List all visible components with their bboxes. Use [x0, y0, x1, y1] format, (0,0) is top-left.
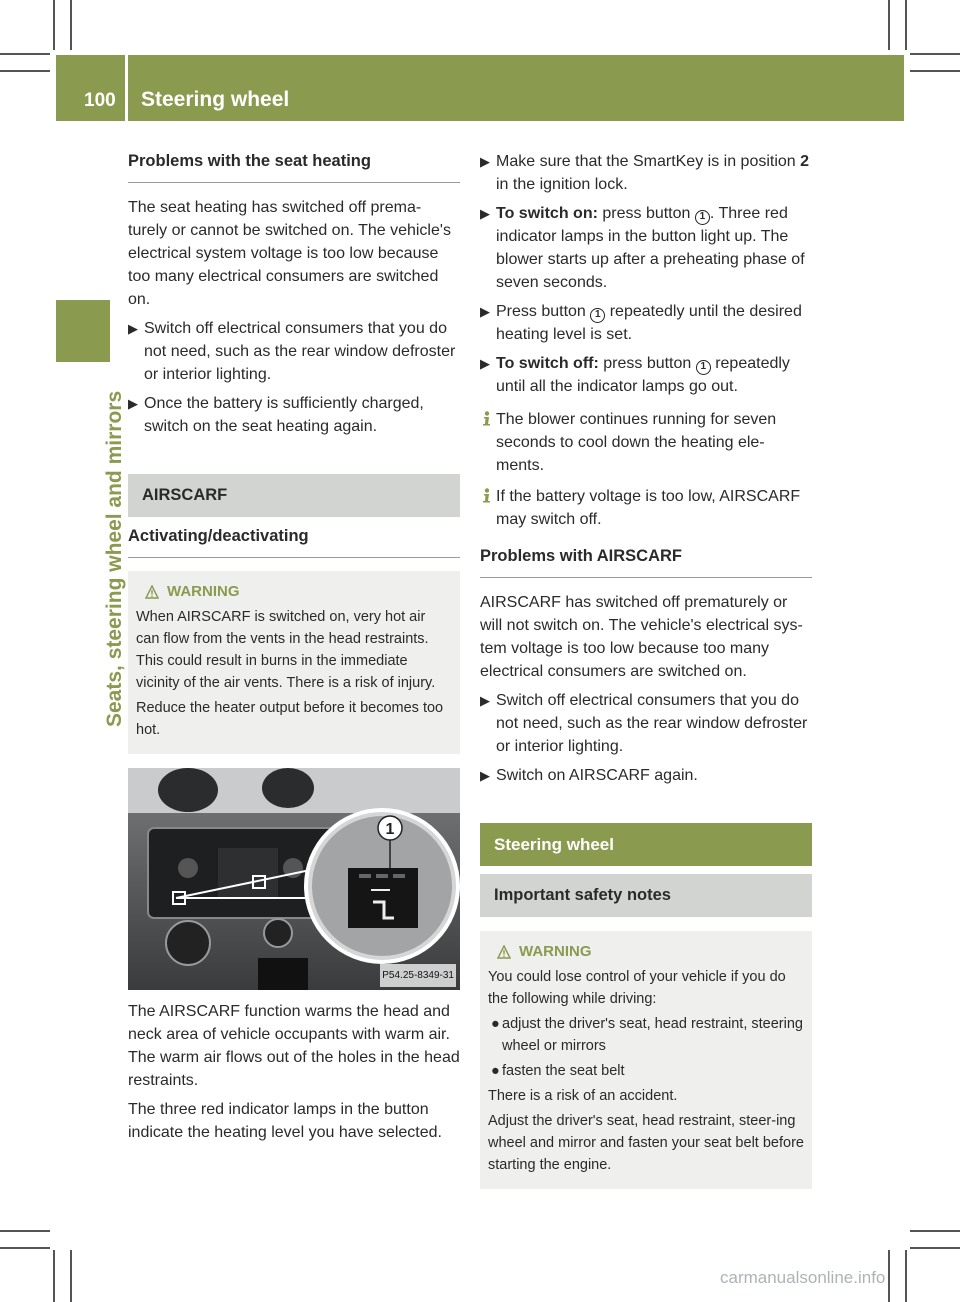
- step-item: [480, 689, 812, 758]
- step-lead: To switch off:: [496, 355, 599, 372]
- warning-header: [488, 941, 804, 963]
- step-lead: To switch on:: [496, 205, 598, 222]
- watermark: carmanualsonline.info: [720, 1268, 886, 1287]
- warning-bullet: [488, 1060, 804, 1082]
- airscarf-section-header: AIRSCARF: [128, 474, 460, 517]
- step-item: [480, 764, 812, 787]
- info-icon: [480, 411, 493, 426]
- crop-mark: [905, 1250, 907, 1302]
- problems-seat-body: The seat heating has switched off prema-turely or cannot be switched on. The vehicle's electrical system voltage is too low because too many electrical consumers are switched on.: [128, 199, 451, 308]
- crop-mark: [53, 0, 55, 50]
- safety-notes-header: Important safety notes: [480, 874, 812, 917]
- header-title: Steering wheel: [141, 88, 290, 111]
- step-arrow-icon: ▶: [480, 206, 490, 221]
- info-icon: [480, 488, 493, 503]
- crop-mark: [910, 1230, 960, 1232]
- step-text: Make sure that the SmartKey is in position: [496, 153, 801, 170]
- step-text: press button: [597, 205, 695, 222]
- step-text: . Three red indicator lamps in the button light up. The blower starts up after a preheating phase of seven seconds.: [496, 205, 805, 291]
- bullet-text: fasten the seat belt: [502, 1063, 625, 1079]
- warning-header: [136, 581, 452, 603]
- crop-mark: [888, 1250, 890, 1302]
- bullet-icon: ●: [491, 1016, 500, 1032]
- info-text: If the battery voltage is too low, AIRSCARF may switch off.: [496, 488, 801, 528]
- crop-mark: [70, 0, 72, 50]
- step-text: press button: [598, 355, 696, 372]
- problems-airscarf-body: AIRSCARF has switched off prematurely or will not switch on. The vehicle's electrical sys-tem voltage is too low because too many electrical consumers are switched on.: [480, 594, 803, 680]
- step-text: Switch off electrical consumers that you do not need, such as the rear window defroster or interior lighting.: [144, 320, 456, 383]
- crop-mark: [0, 53, 50, 55]
- airscarf-description: The AIRSCARF function warms the head and neck area of vehicle occupants with warm air. The warm air flows out of the holes in the head restraints.: [128, 1003, 460, 1089]
- airscarf-button-photo: [128, 768, 460, 990]
- crop-mark: [905, 0, 907, 50]
- step-item: [128, 392, 460, 438]
- info-note: [480, 408, 812, 477]
- warning-text: There is a risk of an accident.: [488, 1088, 678, 1104]
- step-arrow-icon: ▶: [480, 356, 490, 371]
- step-item: [480, 300, 812, 346]
- warning-box: [128, 571, 460, 754]
- step-arrow-icon: ▶: [128, 321, 138, 336]
- step-text: repeatedly until the desired heating level is set.: [496, 303, 802, 343]
- header-divider: [125, 55, 128, 121]
- step-arrow-icon: ▶: [480, 693, 490, 708]
- steering-wheel-section-header: Steering wheel: [480, 823, 812, 866]
- warning-label: WARNING: [167, 583, 240, 600]
- warning-triangle-icon: [497, 945, 511, 959]
- warning-label: WARNING: [519, 943, 592, 960]
- warning-box: [480, 931, 812, 1189]
- crop-mark: [0, 70, 50, 72]
- step-item: [480, 150, 812, 196]
- crop-mark: [910, 53, 960, 55]
- info-text: The blower continues running for seven seconds to cool down the heating ele-ments.: [496, 411, 777, 474]
- step-text: in the ignition lock.: [496, 176, 628, 193]
- activating-heading: Activating/deactivating: [128, 525, 460, 558]
- problems-seat-heading: Problems with the seat heating: [128, 150, 460, 183]
- step-text: Once the battery is sufficiently charged, switch on the seat heating again.: [144, 395, 424, 435]
- step-item: [128, 317, 460, 386]
- crop-mark: [53, 1250, 55, 1302]
- step-text: Press button: [496, 303, 591, 320]
- warning-bullet: [488, 1013, 804, 1057]
- step-text: repeatedly until all the indicator lamps go out.: [496, 355, 790, 395]
- crop-mark: [910, 1247, 960, 1249]
- warning-text: Reduce the heater output before it becomes too hot.: [136, 700, 444, 738]
- chapter-tab: [56, 300, 110, 362]
- step-bold-value: 2: [800, 153, 810, 170]
- bullet-icon: ●: [491, 1063, 500, 1079]
- step-item: [480, 352, 812, 398]
- crop-mark: [70, 1250, 72, 1302]
- left-column: [128, 150, 460, 1150]
- crop-mark: [0, 1230, 50, 1232]
- warning-text: Adjust the driver's seat, head restraint, steer-ing wheel and mirror and fasten your seat belt before starting the engine.: [488, 1113, 804, 1173]
- problems-airscarf-heading: Problems with AIRSCARF: [480, 545, 812, 578]
- crop-mark: [910, 70, 960, 72]
- warning-triangle-icon: [145, 585, 159, 599]
- photo-callout-number: 1: [385, 821, 395, 838]
- callout-1-icon: 1: [695, 210, 710, 225]
- chapter-label: Seats, steering wheel and mirrors: [103, 390, 126, 727]
- right-column: [480, 150, 812, 1203]
- photo-code: P54.25-8349-31: [380, 964, 456, 987]
- crop-mark: [0, 1247, 50, 1249]
- callout-1-icon: 1: [696, 360, 711, 375]
- crop-mark: [888, 0, 890, 50]
- step-arrow-icon: ▶: [480, 304, 490, 319]
- page-number: 100: [84, 90, 116, 111]
- step-text: Switch on AIRSCARF again.: [496, 767, 698, 784]
- step-arrow-icon: ▶: [480, 154, 490, 169]
- info-note: [480, 485, 812, 531]
- bullet-text: adjust the driver's seat, head restraint, steering wheel or mirrors: [502, 1016, 803, 1054]
- indicator-description: The three red indicator lamps in the button indicate the heating level you have selected.: [128, 1101, 442, 1141]
- warning-text: You could lose control of your vehicle if you do the following while driving:: [488, 969, 786, 1007]
- step-arrow-icon: ▶: [480, 768, 490, 783]
- warning-text: When AIRSCARF is switched on, very hot air can flow from the vents in the head restraints. This could result in burns in the immediate vicinity of the air vents. There is a risk of injury.: [136, 609, 436, 691]
- callout-1-icon: 1: [590, 308, 605, 323]
- step-item: [480, 202, 812, 294]
- step-arrow-icon: ▶: [128, 396, 138, 411]
- step-text: Switch off electrical consumers that you do not need, such as the rear window defroster or interior lighting.: [496, 692, 808, 755]
